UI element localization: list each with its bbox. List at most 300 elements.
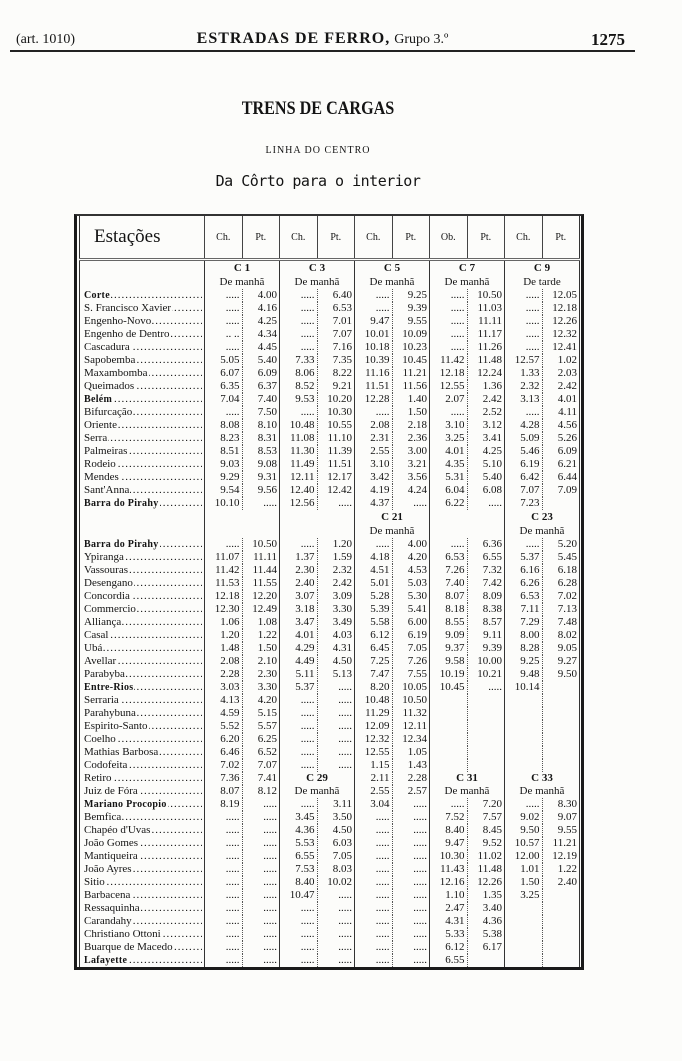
arrival-time: ..... bbox=[355, 941, 393, 954]
arrival-column-header: Ob. bbox=[430, 216, 468, 260]
departure-time: 4.20 bbox=[242, 694, 280, 707]
timetable-frame bbox=[74, 214, 584, 970]
departure-time: 7.32 bbox=[467, 564, 505, 577]
station-cell bbox=[80, 577, 205, 590]
arrival-time: 3.25 bbox=[505, 889, 543, 902]
arrival-time: ..... bbox=[280, 302, 318, 315]
arrival-time: 9.02 bbox=[505, 811, 543, 824]
departure-time: 2.57 bbox=[392, 785, 430, 798]
departure-time: 4.01 bbox=[542, 393, 580, 406]
departure-time: ..... bbox=[392, 915, 430, 928]
station-row bbox=[80, 458, 580, 471]
departure-time: 10.45 bbox=[392, 354, 430, 367]
station-name: Cascadura bbox=[84, 341, 130, 353]
arrival-time: 11.07 bbox=[205, 551, 243, 564]
departure-time: 11.51 bbox=[317, 458, 355, 471]
arrival-time: ..... bbox=[280, 941, 318, 954]
arrival-time: 2.40 bbox=[280, 577, 318, 590]
timetable-body bbox=[80, 260, 580, 968]
departure-time bbox=[542, 954, 580, 967]
station-cell bbox=[80, 289, 205, 302]
departure-time: ..... bbox=[317, 707, 355, 720]
station-cell bbox=[80, 798, 205, 811]
departure-time: 10.05 bbox=[392, 681, 430, 694]
train-label: De manhã bbox=[430, 785, 505, 798]
running-title-group: Grupo 3.º bbox=[394, 32, 449, 47]
station-cell bbox=[80, 759, 205, 772]
departure-time: 2.52 bbox=[467, 406, 505, 419]
station-row bbox=[80, 941, 580, 954]
departure-time: 7.48 bbox=[542, 616, 580, 629]
departure-time: 5.10 bbox=[467, 458, 505, 471]
arrival-time: 5.46 bbox=[505, 445, 543, 458]
station-name: Ypiranga bbox=[84, 551, 124, 563]
arrival-time: 6.04 bbox=[430, 484, 468, 497]
arrival-time: 9.37 bbox=[430, 642, 468, 655]
departure-time: 10.50 bbox=[242, 538, 280, 551]
station-row bbox=[80, 445, 580, 458]
arrival-time: 2.47 bbox=[430, 902, 468, 915]
departure-time: 8.03 bbox=[317, 863, 355, 876]
departure-time: 10.02 bbox=[317, 876, 355, 889]
station-name: Sapobemba bbox=[84, 354, 136, 366]
station-cell bbox=[80, 458, 205, 471]
arrival-time: ..... bbox=[280, 289, 318, 302]
departure-time: 12.17 bbox=[317, 471, 355, 484]
departure-time: 4.36 bbox=[467, 915, 505, 928]
departure-time: 1.50 bbox=[392, 406, 430, 419]
arrival-time: 4.49 bbox=[280, 655, 318, 668]
station-row bbox=[80, 668, 580, 681]
departure-time: 5.45 bbox=[542, 551, 580, 564]
train-label: De manhã bbox=[505, 524, 580, 538]
departure-time bbox=[467, 733, 505, 746]
arrival-time: 5.37 bbox=[280, 681, 318, 694]
arrival-time: 7.47 bbox=[355, 668, 393, 681]
arrival-time: 12.40 bbox=[280, 484, 318, 497]
departure-time: 9.55 bbox=[392, 315, 430, 328]
station-row bbox=[80, 733, 580, 746]
arrival-time: 1.37 bbox=[280, 551, 318, 564]
departure-time: 1.35 bbox=[467, 889, 505, 902]
departure-time: 7.05 bbox=[392, 642, 430, 655]
station-column-header: Estações bbox=[80, 216, 205, 260]
arrival-time: 2.31 bbox=[355, 432, 393, 445]
arrival-time: ..... bbox=[430, 289, 468, 302]
departure-time: 11.03 bbox=[467, 302, 505, 315]
arrival-time: 8.23 bbox=[205, 432, 243, 445]
station-cell bbox=[80, 681, 205, 694]
departure-time: 7.16 bbox=[317, 341, 355, 354]
station-row bbox=[80, 850, 580, 863]
departure-time: 7.07 bbox=[317, 328, 355, 341]
departure-time: 10.09 bbox=[392, 328, 430, 341]
departure-time: 7.20 bbox=[467, 798, 505, 811]
station-cell bbox=[80, 694, 205, 707]
arrival-time: 4.51 bbox=[355, 564, 393, 577]
station-cell bbox=[80, 941, 205, 954]
departure-time: 2.36 bbox=[392, 432, 430, 445]
arrival-time: 7.52 bbox=[430, 811, 468, 824]
station-name: Bemfica bbox=[84, 811, 122, 823]
departure-time: ..... bbox=[392, 928, 430, 941]
arrival-time: 12.56 bbox=[280, 497, 318, 510]
arrival-time: ..... bbox=[280, 798, 318, 811]
train-label: De manhã bbox=[505, 785, 580, 798]
departure-time: 11.44 bbox=[242, 564, 280, 577]
departure-time: 7.26 bbox=[392, 655, 430, 668]
arrival-time: 1.48 bbox=[205, 642, 243, 655]
station-name: Parabyba bbox=[84, 668, 125, 680]
station-name: Mariano Procopio bbox=[84, 799, 167, 810]
arrival-time: 8.28 bbox=[505, 642, 543, 655]
departure-time: 2.03 bbox=[542, 367, 580, 380]
arrival-time: 6.35 bbox=[205, 380, 243, 393]
arrival-time: 10.48 bbox=[355, 694, 393, 707]
blank-cell bbox=[80, 260, 205, 276]
arrival-time bbox=[430, 746, 468, 759]
departure-time: ..... bbox=[392, 497, 430, 510]
departure-time: 1.08 bbox=[242, 616, 280, 629]
arrival-time: 3.10 bbox=[430, 419, 468, 432]
arrival-time: ..... bbox=[280, 746, 318, 759]
departure-column-header: Pt. bbox=[392, 216, 430, 260]
departure-time: 11.21 bbox=[392, 367, 430, 380]
arrival-time: 6.12 bbox=[355, 629, 393, 642]
departure-time: 9.07 bbox=[542, 811, 580, 824]
arrival-time bbox=[430, 694, 468, 707]
departure-column-header: Pt. bbox=[242, 216, 280, 260]
station-cell bbox=[80, 837, 205, 850]
departure-time: 2.32 bbox=[317, 564, 355, 577]
departure-time: 1.43 bbox=[392, 759, 430, 772]
station-row bbox=[80, 759, 580, 772]
station-name: Coelho bbox=[84, 733, 116, 745]
departure-time: 7.05 bbox=[317, 850, 355, 863]
arrival-time: 12.28 bbox=[355, 393, 393, 406]
departure-time: 4.00 bbox=[242, 289, 280, 302]
arrival-time: ..... bbox=[205, 902, 243, 915]
departure-time: 3.00 bbox=[392, 445, 430, 458]
departure-time: 5.40 bbox=[467, 471, 505, 484]
departure-time: 2.42 bbox=[467, 393, 505, 406]
arrival-time: ..... bbox=[430, 328, 468, 341]
departure-time: ..... bbox=[242, 954, 280, 967]
arrival-time: 3.47 bbox=[280, 616, 318, 629]
arrival-time: 4.31 bbox=[430, 915, 468, 928]
arrival-time bbox=[505, 954, 543, 967]
station-row bbox=[80, 772, 580, 785]
arrival-time: 9.09 bbox=[430, 629, 468, 642]
departure-time: 1.22 bbox=[542, 863, 580, 876]
departure-time: 6.40 bbox=[317, 289, 355, 302]
arrival-time: ..... bbox=[355, 850, 393, 863]
arrival-time: ..... bbox=[355, 902, 393, 915]
station-row bbox=[80, 484, 580, 497]
departure-time: 9.21 bbox=[317, 380, 355, 393]
departure-time: 8.45 bbox=[467, 824, 505, 837]
train-label: C 29 bbox=[280, 772, 355, 785]
arrival-time: ..... bbox=[355, 406, 393, 419]
arrival-time: 7.26 bbox=[430, 564, 468, 577]
arrival-time bbox=[430, 733, 468, 746]
arrival-time: 8.40 bbox=[430, 824, 468, 837]
departure-time: 1.02 bbox=[542, 354, 580, 367]
column-header-row bbox=[80, 216, 580, 260]
departure-time: ..... bbox=[242, 798, 280, 811]
station-cell bbox=[80, 538, 205, 551]
departure-time: 4.16 bbox=[242, 302, 280, 315]
arrival-time: ..... bbox=[205, 302, 243, 315]
arrival-time: 4.13 bbox=[205, 694, 243, 707]
departure-time: 5.38 bbox=[467, 928, 505, 941]
arrival-time: ..... bbox=[205, 406, 243, 419]
departure-time: 2.18 bbox=[392, 419, 430, 432]
arrival-time: 9.25 bbox=[505, 655, 543, 668]
departure-time: 10.30 bbox=[317, 406, 355, 419]
arrival-time: ..... bbox=[280, 341, 318, 354]
departure-time: 12.26 bbox=[467, 876, 505, 889]
arrival-time: 8.52 bbox=[280, 380, 318, 393]
arrival-time: 10.18 bbox=[355, 341, 393, 354]
arrival-time: 4.01 bbox=[280, 629, 318, 642]
arrival-time: ..... bbox=[430, 538, 468, 551]
departure-time: 3.21 bbox=[392, 458, 430, 471]
arrival-time: ..... bbox=[355, 837, 393, 850]
station-row bbox=[80, 393, 580, 406]
arrival-time bbox=[505, 902, 543, 915]
station-row bbox=[80, 471, 580, 484]
station-row bbox=[80, 564, 580, 577]
departure-time: ..... bbox=[242, 889, 280, 902]
arrival-time: 3.42 bbox=[355, 471, 393, 484]
departure-time: 11.39 bbox=[317, 445, 355, 458]
arrival-time: ..... bbox=[505, 406, 543, 419]
departure-time: 6.08 bbox=[467, 484, 505, 497]
blank-cell bbox=[80, 510, 205, 524]
station-name: Maxambomba bbox=[84, 367, 148, 379]
arrival-time: 8.20 bbox=[355, 681, 393, 694]
arrival-time: 11.16 bbox=[355, 367, 393, 380]
station-name: Barra do Pirahy bbox=[84, 539, 159, 550]
arrival-time: ..... bbox=[355, 876, 393, 889]
departure-time: 6.17 bbox=[467, 941, 505, 954]
station-row bbox=[80, 629, 580, 642]
departure-time: 5.13 bbox=[317, 668, 355, 681]
arrival-time bbox=[505, 941, 543, 954]
station-cell bbox=[80, 564, 205, 577]
arrival-time: 5.52 bbox=[205, 720, 243, 733]
arrival-time: 4.59 bbox=[205, 707, 243, 720]
station-name: Serraria bbox=[84, 694, 119, 706]
station-cell bbox=[80, 497, 205, 510]
departure-time bbox=[542, 681, 580, 694]
train-label: C 33 bbox=[505, 772, 580, 785]
station-cell bbox=[80, 406, 205, 419]
train-label bbox=[205, 510, 280, 524]
departure-time: 9.52 bbox=[467, 837, 505, 850]
departure-time: 8.38 bbox=[467, 603, 505, 616]
station-name: Oriente bbox=[84, 419, 117, 431]
departure-time: 4.31 bbox=[317, 642, 355, 655]
arrival-time: 10.14 bbox=[505, 681, 543, 694]
station-row bbox=[80, 328, 580, 341]
departure-time: ..... bbox=[317, 954, 355, 967]
arrival-time: ..... bbox=[355, 824, 393, 837]
arrival-time: ..... bbox=[355, 811, 393, 824]
station-cell bbox=[80, 302, 205, 315]
departure-time: 7.07 bbox=[242, 759, 280, 772]
arrival-time: 9.47 bbox=[355, 315, 393, 328]
departure-time: ..... bbox=[317, 497, 355, 510]
departure-time: 2.42 bbox=[317, 577, 355, 590]
station-row bbox=[80, 419, 580, 432]
arrival-time: 7.23 bbox=[505, 497, 543, 510]
departure-time: ..... bbox=[242, 941, 280, 954]
arrival-time: 6.55 bbox=[430, 954, 468, 967]
arrival-time: 6.22 bbox=[430, 497, 468, 510]
arrival-time: ..... bbox=[280, 928, 318, 941]
departure-time: 2.30 bbox=[242, 668, 280, 681]
departure-time: 3.50 bbox=[317, 811, 355, 824]
station-cell bbox=[80, 850, 205, 863]
arrival-time: 1.10 bbox=[430, 889, 468, 902]
departure-time: ..... bbox=[317, 746, 355, 759]
station-name: Desengano bbox=[84, 577, 133, 589]
arrival-time: 6.45 bbox=[355, 642, 393, 655]
departure-time: 4.20 bbox=[392, 551, 430, 564]
arrival-time: 11.30 bbox=[280, 445, 318, 458]
departure-time: 4.25 bbox=[242, 315, 280, 328]
train-label: C 31 bbox=[430, 772, 505, 785]
station-cell bbox=[80, 484, 205, 497]
departure-time: 9.05 bbox=[542, 642, 580, 655]
departure-time: ..... bbox=[392, 876, 430, 889]
departure-time: ..... bbox=[392, 863, 430, 876]
arrival-time: ..... bbox=[205, 538, 243, 551]
station-cell bbox=[80, 471, 205, 484]
arrival-time: ..... bbox=[430, 302, 468, 315]
station-name: Mendes bbox=[84, 471, 119, 483]
departure-time: ..... bbox=[317, 759, 355, 772]
arrival-time: 4.18 bbox=[355, 551, 393, 564]
arrival-time: ..... bbox=[280, 720, 318, 733]
arrival-time: 6.53 bbox=[430, 551, 468, 564]
departure-time: 9.56 bbox=[242, 484, 280, 497]
departure-time: 1.22 bbox=[242, 629, 280, 642]
arrival-time: ..... bbox=[430, 315, 468, 328]
running-title bbox=[10, 30, 635, 48]
station-name: Lafayette bbox=[84, 955, 128, 966]
arrival-time: ..... bbox=[205, 954, 243, 967]
departure-time: 11.56 bbox=[392, 380, 430, 393]
train-label: C 21 bbox=[355, 510, 430, 524]
station-row bbox=[80, 302, 580, 315]
departure-time: 3.11 bbox=[317, 798, 355, 811]
station-name: Buarque de Macedo bbox=[84, 941, 173, 953]
station-row bbox=[80, 354, 580, 367]
station-row bbox=[80, 642, 580, 655]
departure-time bbox=[542, 733, 580, 746]
departure-time: 5.57 bbox=[242, 720, 280, 733]
departure-time: 10.20 bbox=[317, 393, 355, 406]
departure-time: 11.48 bbox=[467, 354, 505, 367]
station-cell bbox=[80, 603, 205, 616]
arrival-time: 7.25 bbox=[355, 655, 393, 668]
train-label: C 23 bbox=[505, 510, 580, 524]
departure-time: 8.02 bbox=[542, 629, 580, 642]
departure-time: 12.42 bbox=[317, 484, 355, 497]
arrival-time: 10.45 bbox=[430, 681, 468, 694]
arrival-time: 10.30 bbox=[430, 850, 468, 863]
departure-time: ..... bbox=[467, 497, 505, 510]
arrival-time bbox=[430, 707, 468, 720]
departure-time: ..... bbox=[317, 681, 355, 694]
arrival-time: ..... bbox=[205, 889, 243, 902]
departure-time bbox=[542, 889, 580, 902]
arrival-time: ..... bbox=[505, 302, 543, 315]
arrival-time: 6.07 bbox=[205, 367, 243, 380]
departure-time: 12.05 bbox=[542, 289, 580, 302]
blank-cell bbox=[80, 275, 205, 289]
station-name: Alliança bbox=[84, 616, 122, 628]
station-row bbox=[80, 603, 580, 616]
arrival-time: 8.18 bbox=[430, 603, 468, 616]
train-label bbox=[280, 510, 355, 524]
arrival-time: 3.25 bbox=[430, 432, 468, 445]
direction-heading: Da Côrto para o interior bbox=[215, 172, 421, 190]
station-name: Barra do Pirahy bbox=[84, 498, 159, 509]
arrival-time: 6.55 bbox=[280, 850, 318, 863]
station-row bbox=[80, 367, 580, 380]
departure-time: ..... bbox=[242, 497, 280, 510]
station-cell bbox=[80, 551, 205, 564]
station-row bbox=[80, 863, 580, 876]
station-cell bbox=[80, 668, 205, 681]
departure-time: ..... bbox=[392, 941, 430, 954]
station-name: Sant'Anna bbox=[84, 484, 130, 496]
departure-time: 11.32 bbox=[392, 707, 430, 720]
departure-time: 4.24 bbox=[392, 484, 430, 497]
arrival-time: 8.00 bbox=[505, 629, 543, 642]
station-row bbox=[80, 406, 580, 419]
arrival-time: 8.19 bbox=[205, 798, 243, 811]
train-label: De tarde bbox=[505, 275, 580, 289]
departure-time: ..... bbox=[392, 798, 430, 811]
departure-time: 12.20 bbox=[242, 590, 280, 603]
station-name: Casal bbox=[84, 629, 109, 641]
station-name: Sitio bbox=[84, 876, 105, 888]
departure-time: 1.36 bbox=[467, 380, 505, 393]
station-row bbox=[80, 837, 580, 850]
arrival-time: 11.29 bbox=[355, 707, 393, 720]
arrival-time: 8.06 bbox=[280, 367, 318, 380]
departure-time: 12.49 bbox=[242, 603, 280, 616]
station-name: Mantiqueira bbox=[84, 850, 138, 862]
arrival-time: 7.33 bbox=[280, 354, 318, 367]
station-cell bbox=[80, 863, 205, 876]
departure-time bbox=[542, 928, 580, 941]
departure-time: 10.00 bbox=[467, 655, 505, 668]
train-header-row bbox=[80, 524, 580, 538]
arrival-time: 5.09 bbox=[505, 432, 543, 445]
departure-time: 2.10 bbox=[242, 655, 280, 668]
departure-time: 6.09 bbox=[542, 445, 580, 458]
departure-time: 4.50 bbox=[317, 655, 355, 668]
station-cell bbox=[80, 616, 205, 629]
departure-time: 7.40 bbox=[242, 393, 280, 406]
departure-time: 1.59 bbox=[317, 551, 355, 564]
